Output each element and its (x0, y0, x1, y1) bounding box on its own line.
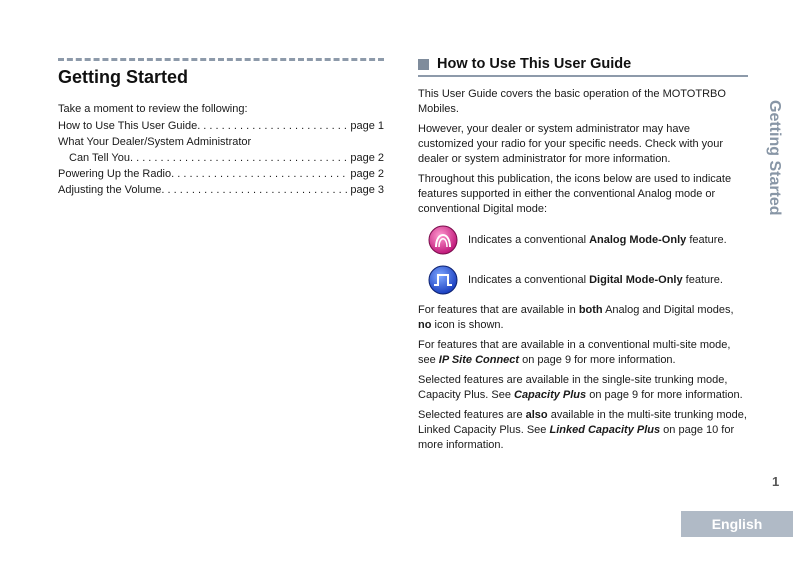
capacity-plus-link: Capacity Plus (514, 389, 587, 401)
analog-mode-icon (428, 225, 458, 255)
side-tab-label: Getting Started (766, 100, 783, 216)
ip-site-connect-link: IP Site Connect (438, 354, 520, 366)
guide-column (418, 56, 748, 458)
dashed-rule (58, 58, 384, 61)
section-title: Getting Started (58, 67, 189, 87)
paragraph: Selected features are available in the single-site trunking mode, Capacity Plus. See Capacity Plus on page 9 for more information. (418, 374, 743, 401)
paragraph: This User Guide covers the basic operation of the MOTOTRBO Mobiles. (418, 88, 726, 115)
language-tab: English (681, 511, 793, 537)
toc-entry[interactable]: How to Use This User Guide . . . page 1 (58, 118, 384, 134)
paragraph: For features that are available in both Analog and Digital modes, no icon is shown. (418, 304, 734, 331)
toc-entry[interactable]: Powering Up the Radio . . . page 2 (58, 166, 384, 182)
paragraph: For features that are available in a conventional multi-site mode, see IP Site Connect on page 9 for more information. (418, 339, 731, 366)
digital-mode-icon (428, 265, 458, 295)
toc-entry-line1[interactable]: What Your Dealer/System Administrator (58, 136, 252, 148)
toc-entry[interactable]: Adjusting the Volume . . . page 3 (58, 182, 384, 198)
toc-column (58, 58, 384, 198)
paragraph: Selected features are also available in the multi-site trunking mode, Linked Capacity Plus. See Linked Capacity Plus on page 10 for more information. (418, 409, 747, 451)
digital-legend-text: Indicates a conventional Digital Mode-Only feature. (468, 274, 723, 286)
toc-entry[interactable]: Can Tell You . . . page 2 (58, 150, 384, 166)
paragraph: Throughout this publication, the icons below are used to indicate features supported in either the conventional Analog mode or conventional Digital mode: (418, 173, 732, 215)
page-number: 1 (772, 474, 780, 489)
toc-intro: Take a moment to review the following: (58, 103, 248, 115)
analog-legend (428, 223, 748, 257)
linked-capacity-plus-link: Linked Capacity Plus (549, 424, 661, 436)
heading-rule (418, 75, 748, 77)
heading-square-icon (418, 59, 429, 70)
analog-legend-text: Indicates a conventional Analog Mode-Only feature. (468, 234, 727, 246)
paragraph: However, your dealer or system administrator may have customized your radio for your specific needs. Check with your dealer or system administrator for more information. (418, 123, 724, 165)
section-heading: How to Use This User Guide (418, 56, 748, 75)
digital-legend (428, 263, 748, 297)
